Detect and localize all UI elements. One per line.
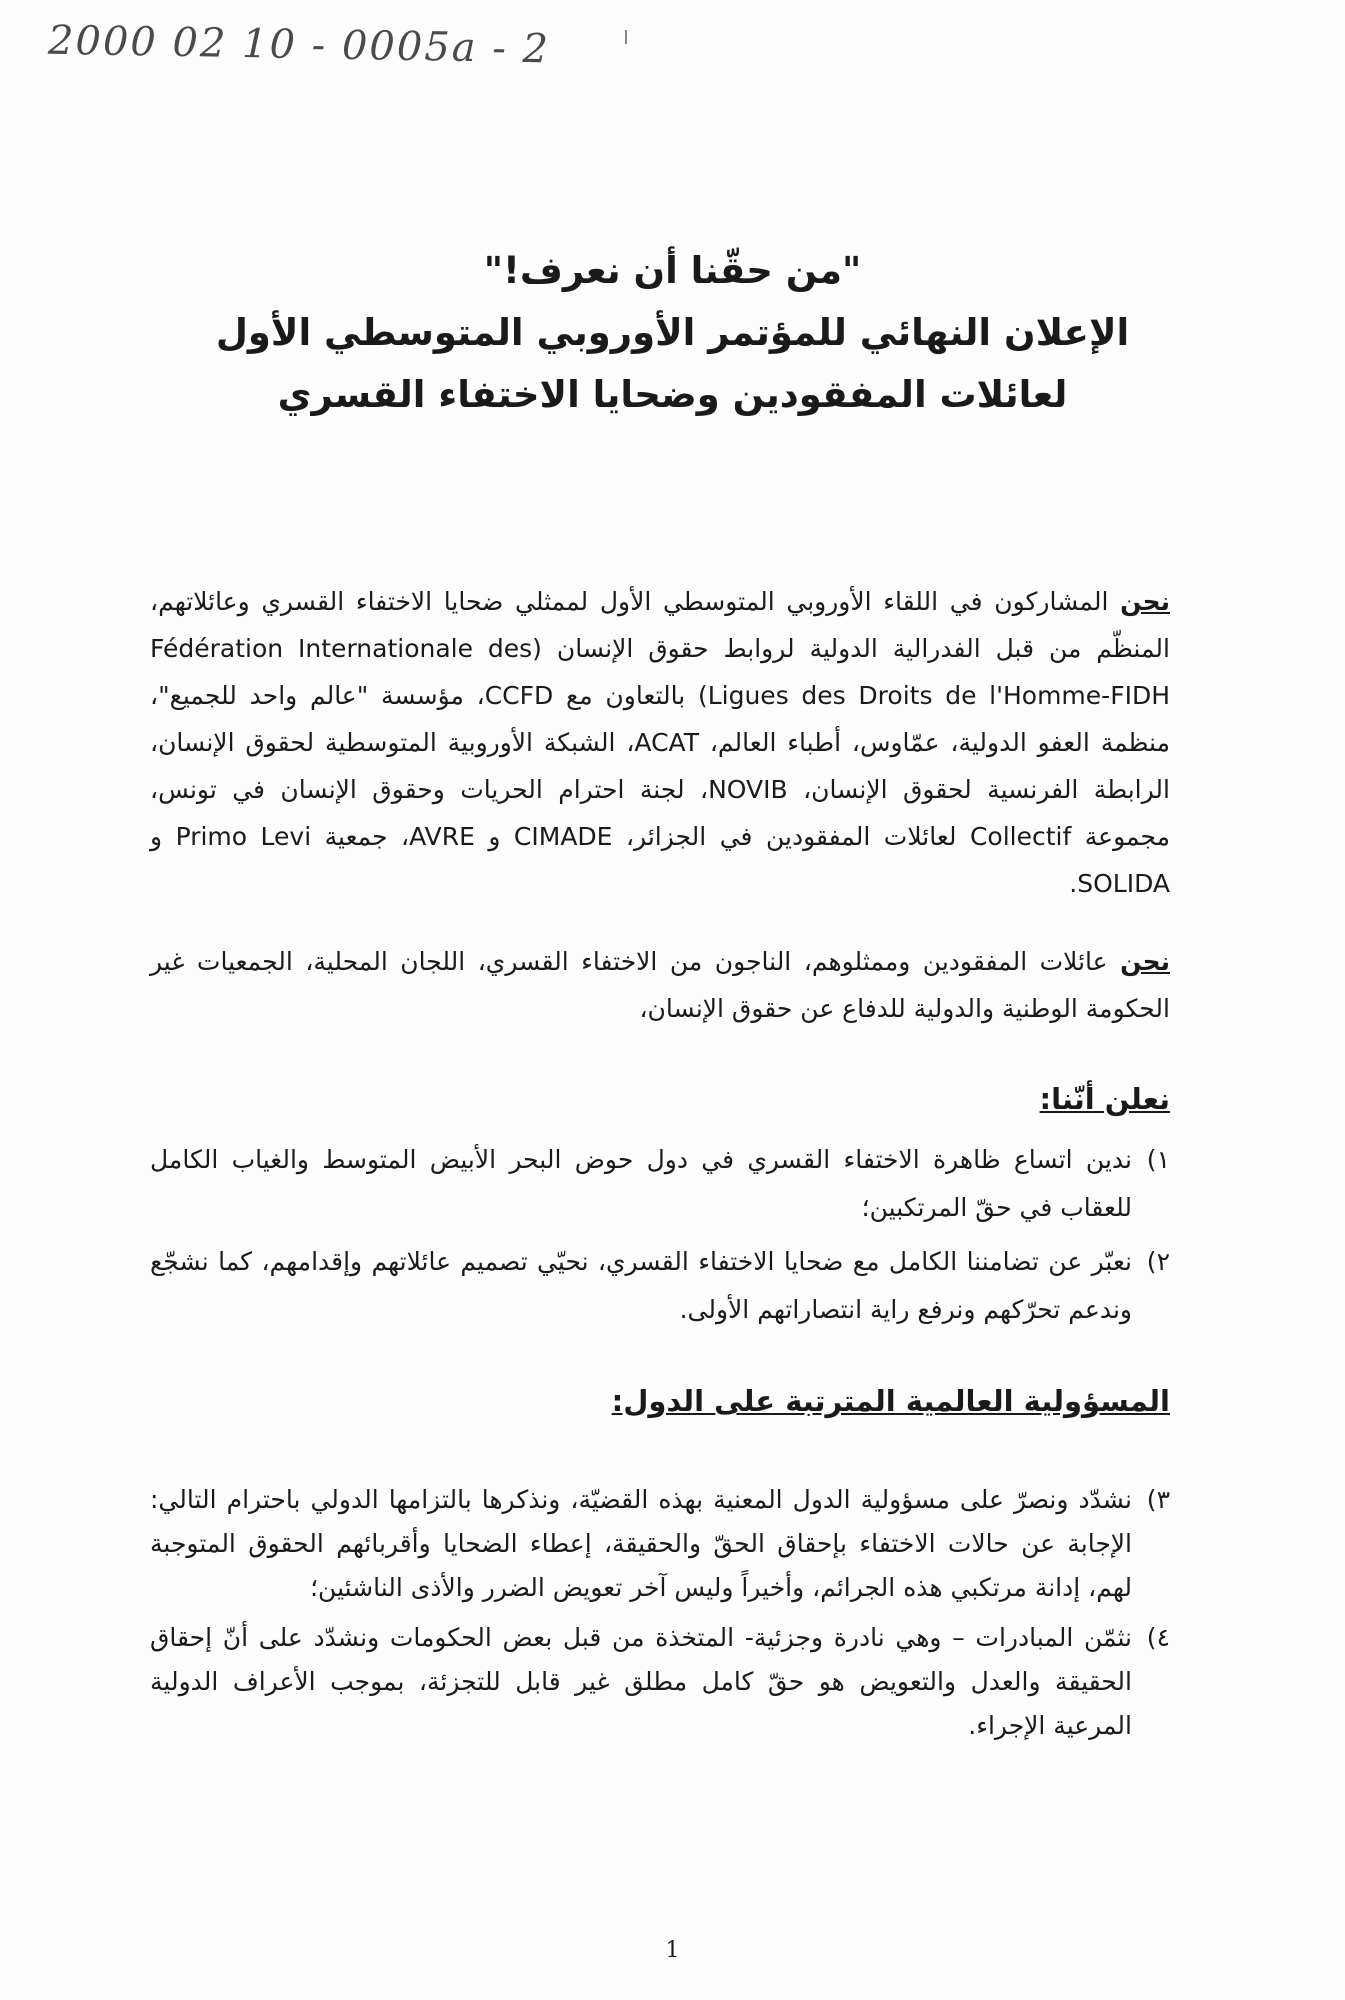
title-line-1: "من حقّنا أن نعرف!"	[483, 249, 862, 292]
list-item	[150, 1616, 1170, 1748]
list-item-text: نثمّن المبادرات – وهي نادرة وجزئية- المتخذة من قبل بعض الحكومات ونشدّد على أنّ إحقاق الحقيقة والعدل والتعويض هو حقّ كامل مطلق غير قابل للتجزئة، بموجب الأعراف الدولية المرعية الإجراء.	[150, 1623, 1132, 1740]
list-item	[150, 1478, 1170, 1610]
title-line-3: لعائلات المفقودين وضحايا الاختفاء القسري	[277, 373, 1068, 416]
list-item-number: ٢)	[1146, 1247, 1170, 1276]
responsibility-list	[150, 1478, 1170, 1754]
list-item-text: نعبّر عن تضامننا الكامل مع ضحايا الاختفاء القسري، نحيّي تصميم عائلاتهم وإقدامهم، كما نشجّع وندعم تحرّكهم ونرفع راية انتصاراتهم الأولى.	[150, 1247, 1132, 1324]
list-item-text: نشدّد ونصرّ على مسؤولية الدول المعنية بهذه القضيّة، ونذكرها بالتزامها الدولي باحترام التالي: الإجابة عن حالات الاختفاء بإحقاق الحقّ والحقيقة، إعطاء الضحايا وأقربائهم الحقوق المتوجبة لهم، إدانة مرتكبي هذه الجرائم، وأخيراً وليس آخر تعويض الضرر والأذى الناشئين؛	[150, 1485, 1132, 1602]
intro-paragraph-2	[150, 938, 1170, 1032]
list-item	[150, 1136, 1170, 1232]
section-heading-declaration: نعلن أنّنا:	[1039, 1082, 1170, 1116]
list-item	[150, 1238, 1170, 1334]
page-number: 1	[665, 1938, 680, 1963]
paragraph-text: عائلات المفقودين وممثلوهم، الناجون من الاختفاء القسري، اللجان المحلية، الجمعيات غير الحكومة الوطنية والدولية للدفاع عن حقوق الإنسان،	[150, 947, 1170, 1023]
scan-mark	[625, 30, 627, 44]
document-title	[150, 240, 1195, 426]
list-item-number: ٤)	[1146, 1623, 1170, 1652]
list-item-text: ندين اتساع ظاهرة الاختفاء القسري في دول حوض البحر الأبيض المتوسط والغياب الكامل للعقاب في حقّ المرتكبين؛	[150, 1145, 1132, 1222]
list-item-number: ٣)	[1146, 1485, 1170, 1514]
intro-paragraph-1	[150, 578, 1170, 907]
handwritten-reference-number: 2000 02 10 - 0005a - 2	[47, 17, 551, 73]
list-item-number: ١)	[1146, 1145, 1170, 1174]
section-heading-state-responsibility: المسؤولية العالمية المترتبة على الدول:	[611, 1384, 1170, 1418]
paragraph-text: المشاركون في اللقاء الأوروبي المتوسطي الأول لممثلي ضحايا الاختفاء القسري وعائلاتهم، المنظّم من قبل الفدرالية الدولية لروابط حقوق الإنسان (Fédération Internationale des Ligues des Droits de l'Homme-FIDH) بالتعاون مع CCFD، مؤسسة "عالم واحد للجميع"، منظمة العفو الدولية، عمّاوس، أطباء العالم، ACAT، الشبكة الأوروبية المتوسطية لحقوق الإنسان، الرابطة الفرنسية لحقوق الإنسان، NOVIB، لجنة احترام الحريات وحقوق الإنسان في تونس، مجموعة Collectif لعائلات المفقودين في الجزائر، CIMADE و AVRE، جمعية Primo Levi و SOLIDA.	[150, 587, 1170, 898]
paragraph-lead-word: نحن	[1120, 587, 1170, 616]
title-line-2: الإعلان النهائي للمؤتمر الأوروبي المتوسطي الأول	[215, 311, 1130, 354]
paragraph-lead-word: نحن	[1120, 947, 1170, 976]
declaration-list	[150, 1136, 1170, 1340]
